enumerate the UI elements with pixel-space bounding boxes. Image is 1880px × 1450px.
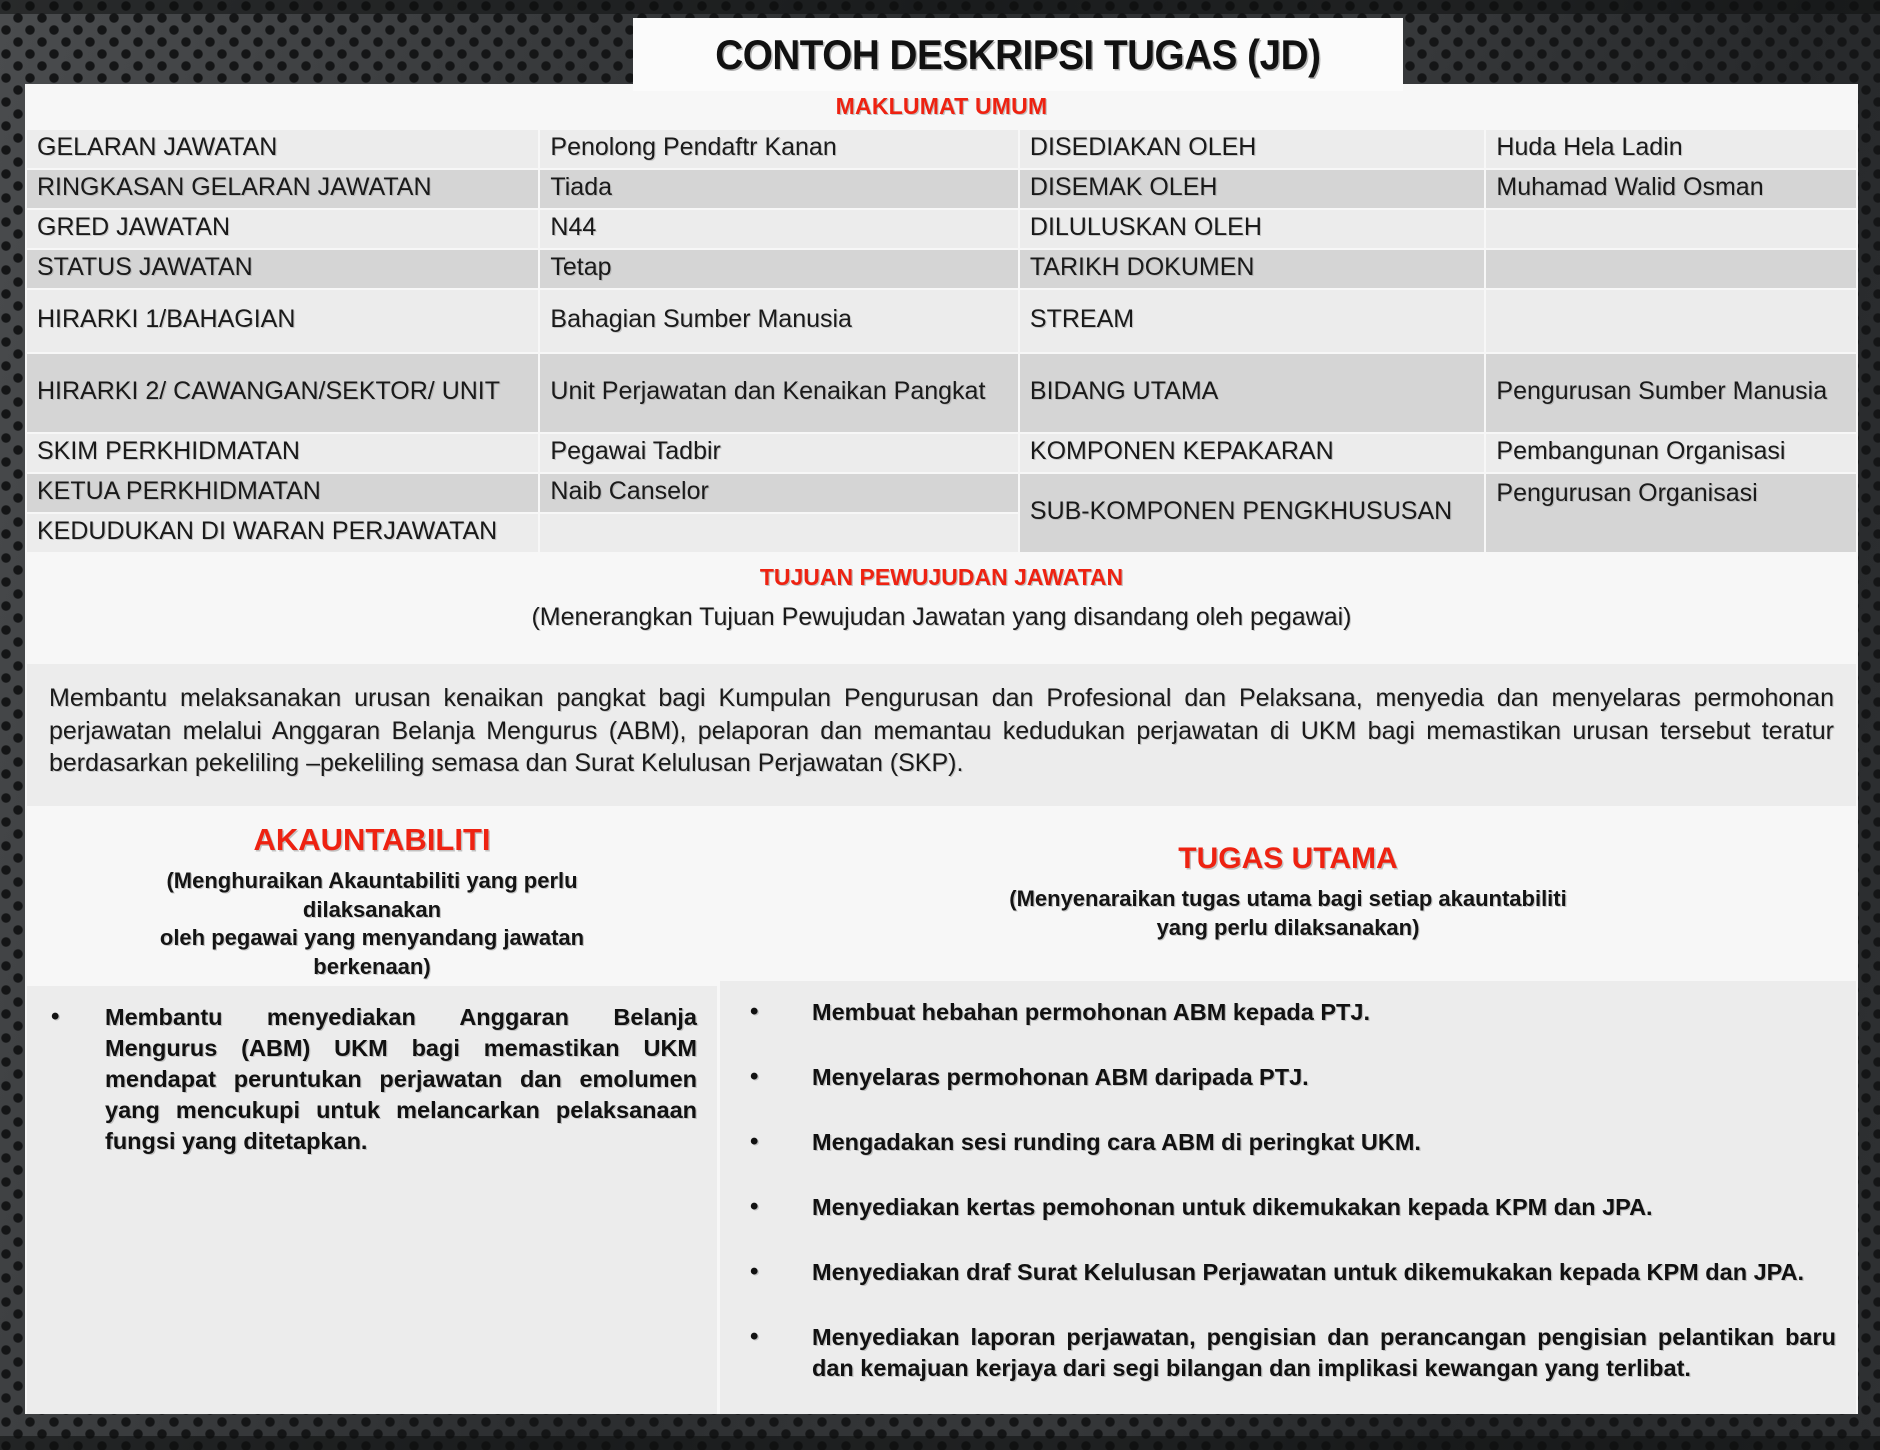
- table-cell-value-right: Muhamad Walid Osman: [1486, 170, 1856, 208]
- table-cell-key-right: BIDANG UTAMA: [1020, 354, 1485, 432]
- general-info-table: [25, 128, 1858, 554]
- accountability-list: [47, 1002, 697, 1157]
- main-tasks-subtitle-line-2: yang perlu dilaksanakan): [1156, 914, 1420, 940]
- table-row: [27, 210, 1856, 248]
- main-tasks-title: TUGAS UTAMA: [1178, 841, 1398, 875]
- table-cell-key-left: RINGKASAN GELARAN JAWATAN: [27, 170, 538, 208]
- table-cell-key-left: SKIM PERKHIDMATAN: [27, 434, 538, 472]
- purpose-body-text: Membantu melaksanakan urusan kenaikan pangkat bagi Kumpulan Pengurusan dan Profesional dan Pelaksana, menyedia dan menyelaras permohonan perjawatan melalui Anggaran Belanja Mengurus (ABM), pelaporan dan memantau kedudukan perjawatan di UKM bagi memastikan urusan tersebut teratur berdasarkan pekeliling –pekeliling semasa dan Surat Kelulusan Perjawatan (SKP).: [27, 664, 1856, 806]
- accountability-subtitle-line-4: berkenaan): [313, 953, 431, 979]
- table-cell-key-left: KEDUDUKAN DI WARAN PERJAWATAN: [27, 514, 538, 552]
- accountability-subtitle: [45, 867, 699, 981]
- table-row: [27, 130, 1856, 168]
- table-row: [27, 250, 1856, 288]
- slide-title-plate: [633, 18, 1403, 91]
- accountability-list-item: • Membantu menyediakan Anggaran Belanja Mengurus (ABM) UKM bagi memastikan UKM mendapat peruntukan perjawatan dan emolumen yang mencukupi untuk melancarkan pelaksanaan fungsi yang ditetapkan.: [47, 1002, 697, 1157]
- main-tasks-list-item: • Menyediakan kertas pemohonan untuk dikemukakan kepada KPM dan JPA.: [740, 1192, 1836, 1223]
- table-row: [27, 290, 1856, 352]
- table-row: [27, 474, 1856, 512]
- main-tasks-header: [720, 808, 1856, 981]
- background-bottom-edge: [0, 1436, 1880, 1450]
- main-tasks-list-item: • Mengadakan sesi runding cara ABM di peringkat UKM.: [740, 1127, 1836, 1158]
- accountability-title: AKAUNTABILITI: [253, 821, 491, 857]
- purpose-header: [25, 554, 1858, 662]
- tasks-columns: [27, 808, 1856, 1414]
- table-cell-key-left: GELARAN JAWATAN: [27, 130, 538, 168]
- purpose-title: TUJUAN PEWUJUDAN JAWATAN: [759, 564, 1124, 590]
- background-top-edge: [0, 0, 1880, 14]
- table-cell-key-right: KOMPONEN KEPAKARAN: [1020, 434, 1485, 472]
- table-row: [27, 170, 1856, 208]
- jd-sheet: [25, 84, 1858, 1414]
- table-cell-value-left: Penolong Pendaftr Kanan: [540, 130, 1018, 168]
- table-cell-key-right: TARIKH DOKUMEN: [1020, 250, 1485, 288]
- main-tasks-subtitle: [738, 885, 1838, 942]
- main-tasks-column: [720, 808, 1856, 1414]
- main-tasks-list-item: • Membuat hebahan permohonan ABM kepada PTJ.: [740, 997, 1836, 1028]
- accountability-subtitle-line-2: dilaksanakan: [302, 896, 442, 922]
- table-cell-value-left: Bahagian Sumber Manusia: [540, 290, 1018, 352]
- table-cell-value-right: [1486, 210, 1856, 248]
- table-cell-key-right: DISEMAK OLEH: [1020, 170, 1485, 208]
- main-tasks-subtitle-line-1: (Menyenaraikan tugas utama bagi setiap akauntabiliti: [1009, 885, 1567, 911]
- table-cell-value-left: N44: [540, 210, 1018, 248]
- table-cell-key-right: SUB-KOMPONEN PENGKHUSUSAN: [1020, 474, 1485, 552]
- table-cell-value-right: Huda Hela Ladin: [1486, 130, 1856, 168]
- table-cell-value-left: Pegawai Tadbir: [540, 434, 1018, 472]
- table-cell-value-left: Tiada: [540, 170, 1018, 208]
- table-cell-key-right: DILULUSKAN OLEH: [1020, 210, 1485, 248]
- accountability-subtitle-line-1: (Menghuraikan Akauntabiliti yang perlu: [166, 867, 578, 893]
- table-cell-key-left: HIRARKI 2/ CAWANGAN/SEKTOR/ UNIT: [27, 354, 538, 432]
- general-info-banner: MAKLUMAT UMUM: [25, 84, 1858, 128]
- accountability-body: [27, 986, 717, 1414]
- purpose-subtitle: (Menerangkan Tujuan Pewujudan Jawatan yang disandang oleh pegawai): [531, 603, 1352, 631]
- table-cell-value-right: Pengurusan Sumber Manusia: [1486, 354, 1856, 432]
- table-cell-key-right: DISEDIAKAN OLEH: [1020, 130, 1485, 168]
- accountability-header: [27, 808, 717, 986]
- slide-title: CONTOH DESKRIPSI TUGAS (JD): [715, 30, 1321, 78]
- main-tasks-list-item: • Menyediakan draf Surat Kelulusan Perjawatan untuk dikemukakan kepada KPM dan JPA.: [740, 1257, 1836, 1288]
- table-cell-value-left: Tetap: [540, 250, 1018, 288]
- main-tasks-list-item: • Menyelaras permohonan ABM daripada PTJ.: [740, 1062, 1836, 1093]
- main-tasks-list-item: • Menyediakan laporan perjawatan, pengisian dan perancangan pengisian pelantikan baru dan kemajuan kerjaya dari segi bilangan dan implikasi kewangan yang terlibat.: [740, 1322, 1836, 1384]
- main-tasks-list: [740, 997, 1836, 1384]
- table-cell-key-left: KETUA PERKHIDMATAN: [27, 474, 538, 512]
- table-cell-key-left: HIRARKI 1/BAHAGIAN: [27, 290, 538, 352]
- table-cell-value-right: [1486, 290, 1856, 352]
- table-row: [27, 434, 1856, 472]
- table-cell-key-left: STATUS JAWATAN: [27, 250, 538, 288]
- table-cell-value-left: Unit Perjawatan dan Kenaikan Pangkat: [540, 354, 1018, 432]
- accountability-column: [27, 808, 717, 1414]
- table-cell-value-left: [540, 514, 1018, 552]
- table-row: [27, 354, 1856, 432]
- table-cell-key-left: GRED JAWATAN: [27, 210, 538, 248]
- general-info-body: [27, 130, 1856, 552]
- table-cell-key-right: STREAM: [1020, 290, 1485, 352]
- table-cell-value-right: [1486, 250, 1856, 288]
- table-cell-value-right: Pengurusan Organisasi: [1486, 474, 1856, 552]
- table-cell-value-right: Pembangunan Organisasi: [1486, 434, 1856, 472]
- main-tasks-body: [720, 981, 1856, 1414]
- table-cell-value-left: Naib Canselor: [540, 474, 1018, 512]
- accountability-subtitle-line-3: oleh pegawai yang menyandang jawatan: [159, 925, 585, 951]
